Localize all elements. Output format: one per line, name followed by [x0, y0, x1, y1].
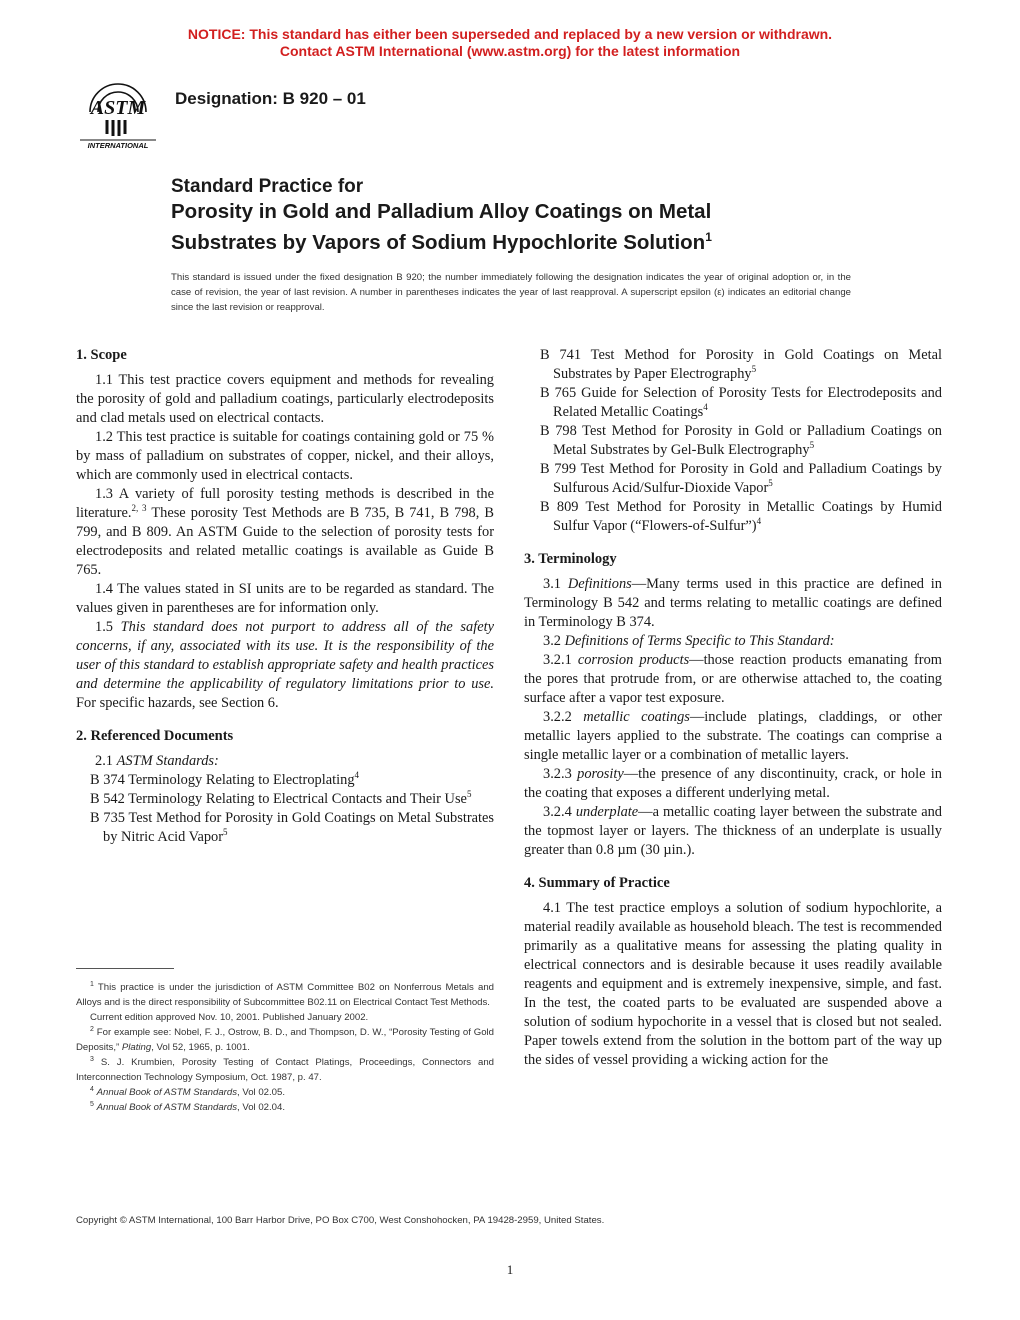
footnote-1-edition: Current edition approved Nov. 10, 2001. Published January 2002.	[90, 1012, 369, 1023]
designation: Designation: B 920 – 01	[175, 89, 366, 108]
title-pre: Standard Practice for	[171, 176, 364, 197]
scope-heading: 1. Scope	[76, 347, 127, 363]
referenced-documents-heading: 2. Referenced Documents	[76, 728, 234, 744]
page-number: 1	[506, 1262, 514, 1277]
footnote-1: $^1$ This practice is under the jurisdiction of ASTM Committee B02 on Nonferrous Metals and Alloys and is the direct responsibility of Subcommittee B02.11 on Electrical Contact Test Methods.	[76, 980, 494, 1008]
ref-b735: B 735 Test Method for Porosity in Gold Coatings on Metal Substrates by Nitric Acid Vapor$^5$	[90, 810, 494, 845]
notice-banner	[0, 26, 1020, 60]
notice-line-2: Contact ASTM International (www.astm.org) for the latest information	[279, 43, 741, 59]
ref-b809: B 809 Test Method for Porosity in Metallic Coatings by Humid Sulfur Vapor (“Flowers-of-Sulfur”)$^4$	[540, 499, 942, 534]
footnote-3: $^3$ S. J. Krumbien, Porosity Testing of Contact Platings, Proceedings, Connectors and Interconnection Technology Symposium, Oct. 1987, p. 47.	[76, 1055, 494, 1083]
title-footnote-mark: 1	[705, 230, 712, 244]
para-3-2-2: 3.2.2 metallic coatings—include platings, claddings, or other metallic layers applied to the substrate. The coatings can comprise a single metallic layer or a combination of metallic layers.	[524, 709, 942, 763]
intro-paragraph: This standard is issued under the fixed designation B 920; the number immediately following the designation indicates the year of original adoption or, in the case of revision, the year of last revision. A number in parentheses indicates the year of last reapproval. A superscript epsilon (ε) indicates an editorial change since the last revision or reapproval.	[171, 272, 851, 313]
para-2-1: 2.1 ASTM Standards:	[95, 753, 219, 769]
notice-line-1: NOTICE: This standard has either been superseded and replaced by a new version or withdrawn.	[187, 26, 833, 42]
summary-heading: 4. Summary of Practice	[524, 875, 670, 891]
footnote-2: $^2$ For example see: Nobel, F. J., Ostrow, B. D., and Thompson, D. W., “Porosity Testing of Gold Deposits,” Plating, Vol 52, 1965, p. 1001.	[76, 1025, 494, 1053]
para-1-4: 1.4 The values stated in SI units are to be regarded as standard. The values given in parentheses are for information only.	[76, 581, 494, 616]
ref-b799: B 799 Test Method for Porosity in Gold and Palladium Coatings by Sulfurous Acid/Sulfur-Dioxide Vapor$^5$	[540, 461, 942, 496]
ref-b741: B 741 Test Method for Porosity in Gold Coatings on Metal Substrates by Paper Electrography$^5$	[540, 347, 942, 382]
logo-text: ASTM	[90, 97, 146, 119]
para-1-3: 1.3 A variety of full porosity testing methods is described in the literature.$^{2, 3}$ These porosity Test Methods are B 735, B 741, B 798, B 799, and B 809. An ASTM Guide to the selection of porosity tests for electrodeposits and related metallic coatings is available as Guide B 765.	[76, 486, 495, 578]
footnote-5: $^5$ Annual Book of ASTM Standards, Vol 02.04.	[90, 1100, 286, 1113]
copyright: Copyright © ASTM International, 100 Barr Harbor Drive, PO Box C700, West Conshohocken, PA 19428-2959, United States.	[76, 1215, 605, 1226]
terminology-heading: 3. Terminology	[524, 551, 617, 567]
ref-b542: B 542 Terminology Relating to Electrical Contacts and Their Use$^5$	[90, 789, 472, 807]
para-1-2: 1.2 This test practice is suitable for coatings containing gold or 75 % by mass of palladium on substrates of copper, nickel, and their alloys, which are commonly used in electrical contacts.	[76, 429, 494, 483]
para-3-2: 3.2 Definitions of Terms Specific to This Standard:	[543, 633, 835, 649]
para-3-2-1: 3.2.1 corrosion products—those reaction products emanating from the pores that protrude from, or are otherwise attached to, the coating surface after a vapor test exposure.	[524, 652, 942, 706]
footnotes	[76, 980, 494, 1115]
para-3-1: 3.1 Definitions—Many terms used in this practice are defined in Terminology B 542 and terms relating to metallic coatings are defined in Terminology B 374.	[524, 576, 942, 630]
left-column	[76, 346, 494, 847]
ref-b765: B 765 Guide for Selection of Porosity Tests for Electrodeposits and Related Metallic Coatings$^4$	[540, 385, 942, 420]
logo-subtext: INTERNATIONAL	[87, 141, 149, 150]
title-line-2: Substrates by Vapors of Sodium Hypochlorite Solution$^1$	[171, 230, 712, 254]
right-column	[524, 346, 942, 1070]
para-1-1: 1.1 This test practice covers equipment and methods for revealing the porosity of gold and palladium coatings, particularly electrodeposits and clad metals used on electrical contacts.	[76, 372, 494, 426]
footnote-divider	[76, 968, 174, 969]
para-1-5: 1.5 This standard does not purport to address all of the safety concerns, if any, associated with its use. It is the responsibility of the user of this standard to establish appropriate safety and health practices and determine the applicability of regulatory limitations prior to use. For specific hazards, see Section 6.	[76, 619, 494, 711]
document-title	[171, 175, 871, 255]
ref-b374: B 374 Terminology Relating to Electroplating$^4$	[90, 770, 360, 788]
astm-international-logo	[74, 72, 162, 152]
ref-b798: B 798 Test Method for Porosity in Gold or Palladium Coatings on Metal Substrates by Gel-Bulk Electrography$^5$	[540, 423, 942, 458]
footnote-4: $^4$ Annual Book of ASTM Standards, Vol 02.05.	[90, 1085, 286, 1098]
para-3-2-4: 3.2.4 underplate—a metallic coating layer between the substrate and the topmost layer or layers. The thickness of an underplate is usually greater than 0.8 µm (30 µin.).	[524, 804, 942, 858]
title-line-1: Porosity in Gold and Palladium Alloy Coatings on Metal	[171, 200, 712, 223]
para-3-2-3: 3.2.3 porosity—the presence of any discontinuity, crack, or hole in the coating that exposes a different underlying metal.	[524, 766, 942, 801]
para-4-1: 4.1 The test practice employs a solution of sodium hypochlorite, a material readily available as household bleach. The test is recommended primarily as a qualitative means for assessing the plating quality in electrical connectors and is desirable because it uses readily available reagents and equipment and is extremely inexpensive, simple, and fast. In the test, the coated parts to be evaluated are suspended above a solution of sodium hypochorite in a vessel that is closed but not sealed. Paper towels extend from the solution in the bottom part of the way up the sides of vessel providing a wicking action for the	[524, 900, 942, 1068]
